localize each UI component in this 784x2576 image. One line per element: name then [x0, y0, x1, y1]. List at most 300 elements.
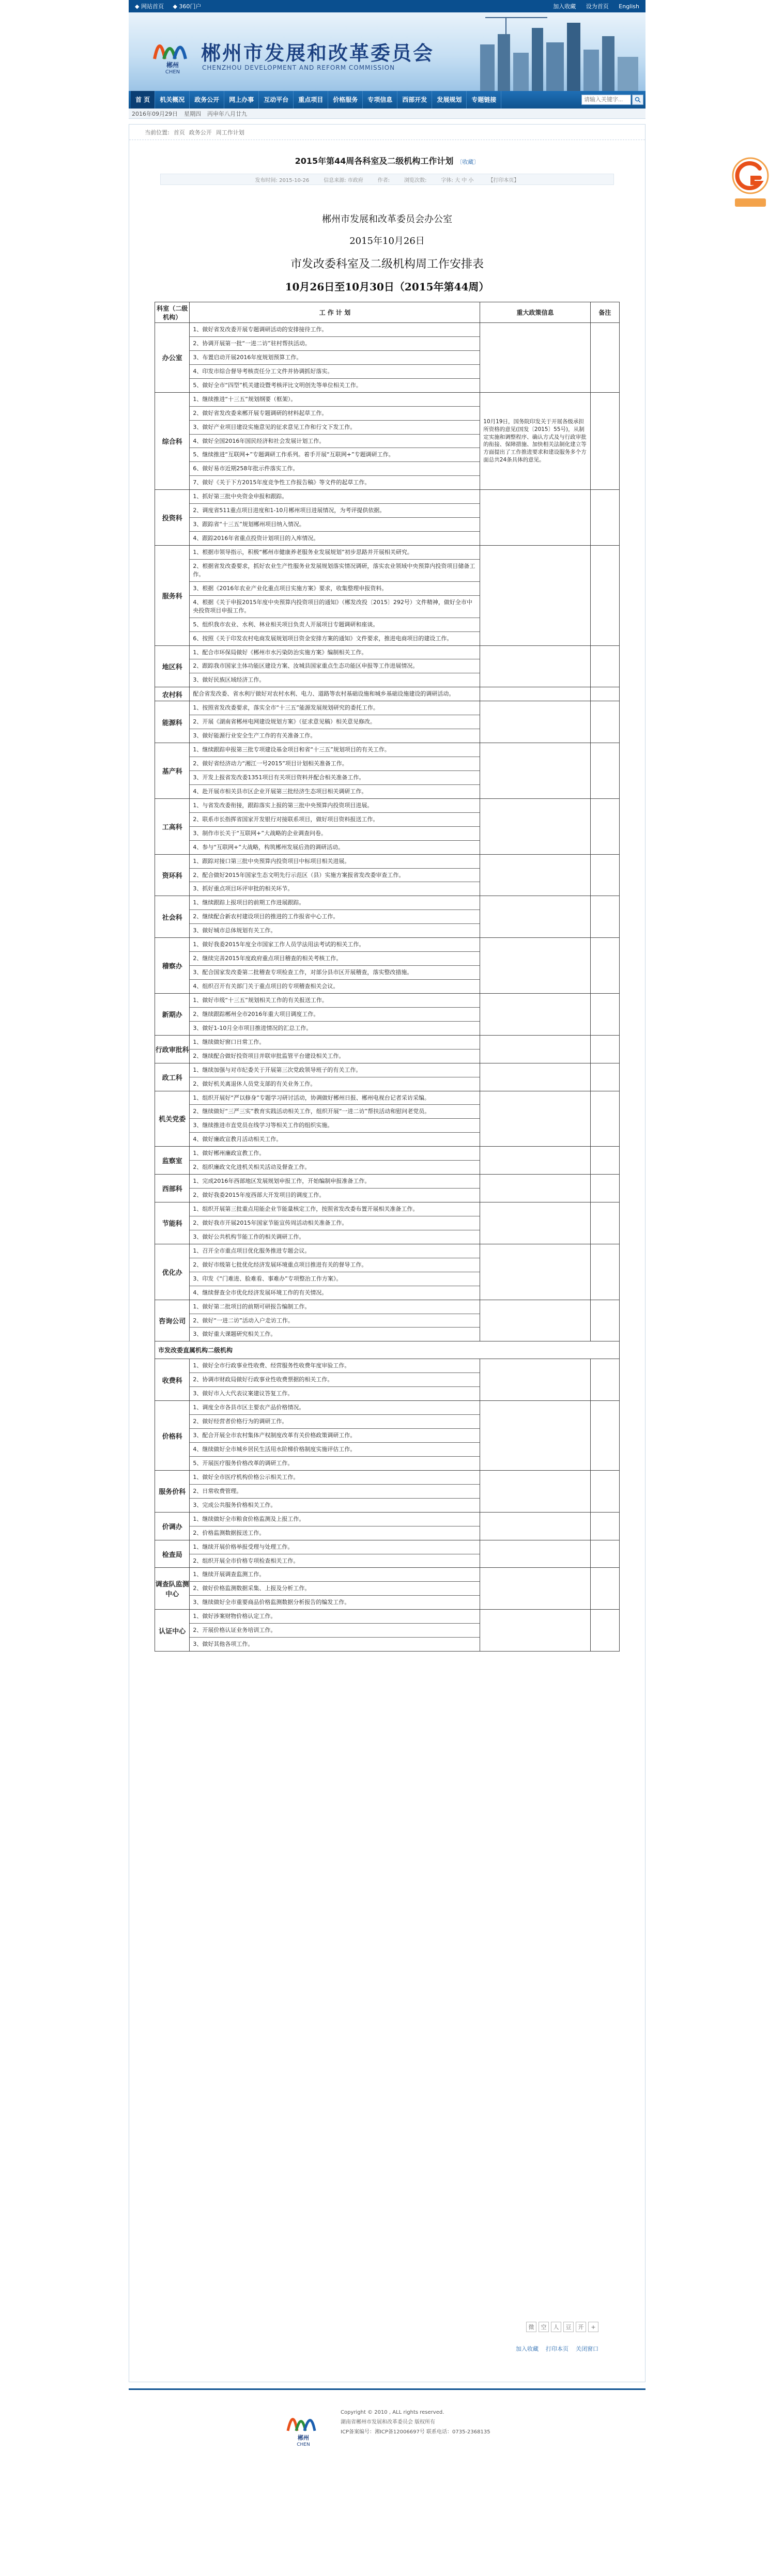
task-item: 2、根据省发改委要求，抓好农业生产性服务业发展规划落实情况调研，落实农业领域中央预算内投资项目储备工作。 — [190, 560, 480, 582]
col-header-dept: 科室（二级机构） — [155, 302, 190, 323]
remark-cell — [590, 645, 619, 687]
nav-item-planning[interactable]: 发展规划 — [432, 91, 467, 109]
remark-cell — [590, 1202, 619, 1244]
site-name-en: CHENZHOU DEVELOPMENT AND REFORM COMMISSION — [202, 64, 395, 71]
breadcrumb-public-info[interactable]: 政务公开 — [189, 129, 212, 136]
work-plan-cell — [190, 1202, 480, 1244]
work-plan-cell — [190, 1175, 480, 1202]
dept-name: 认证中心 — [155, 1610, 190, 1652]
policy-info-cell — [480, 938, 591, 994]
table-row — [155, 323, 620, 393]
work-plan-cell — [190, 645, 480, 687]
task-item: 4、印发市综合督导考核责任分工文件并协调抓好落实。 — [190, 365, 480, 379]
task-item: 3、根据《2016年农业产业化重点项目实施方案》要求，收集整理申报资料。 — [190, 582, 480, 596]
task-item: 1、继续开展价格举报受理与处理工作。 — [190, 1540, 480, 1554]
remark-cell — [590, 1063, 619, 1091]
task-item: 3、布置启动开展2016年度规划预算工作。 — [190, 351, 480, 365]
task-item: 3、做好公共机构节能工作的相关调研工作。 — [193, 1233, 305, 1240]
set-homepage-link[interactable]: 设为首页 — [586, 3, 609, 10]
article-title — [129, 155, 645, 166]
policy-info-cell — [480, 1568, 591, 1610]
work-plan-cell — [190, 1610, 480, 1652]
task-item: 4、继续做好全市城乡居民生活用水阶梯价格制度实施评估工作。 — [190, 1443, 480, 1457]
table-row — [155, 993, 620, 1035]
task-item: 3、完成公共服务价格相关工作。 — [193, 1501, 276, 1508]
work-plan-cell — [190, 1035, 480, 1063]
top-utility-bar — [129, 0, 645, 12]
task-item: 2、协调开展第一批“一进二访”驻村帮扶活动。 — [190, 337, 480, 351]
policy-info-cell — [480, 1401, 591, 1471]
table-row — [155, 1610, 620, 1652]
work-plan-cell — [190, 743, 480, 799]
remark-cell — [590, 896, 619, 938]
dept-name: 基产科 — [155, 743, 190, 799]
dept-name: 检查局 — [155, 1540, 190, 1568]
remark-cell — [590, 854, 619, 896]
table-section-row — [155, 1341, 620, 1359]
task-item: 5、做好全市“四型”机关建设暨考核评比文明创先等单位相关工作。 — [193, 381, 362, 389]
work-plan-cell — [190, 701, 480, 743]
policy-info-cell — [480, 1300, 591, 1341]
task-item: 1、做好我委2015年度全市国家工作人员学法用法考试的相关工作。 — [190, 938, 480, 952]
add-favorite-action[interactable]: 加入收藏 — [516, 2346, 539, 2352]
task-item: 2、配合做好2015年国家生态文明先行示范区（县）实施方案报省发改委审查工作。 — [190, 869, 480, 883]
remark-cell — [590, 490, 619, 546]
date-bar — [129, 109, 645, 119]
work-plan-cell — [190, 1568, 480, 1610]
task-item: 1、做好全市医疗机构价格公示相关工作。 — [190, 1471, 480, 1485]
remark-cell — [590, 1244, 619, 1300]
doc-date: 2015年10月26日 — [349, 236, 425, 246]
task-item: 3、做好城市总体规划有关工作。 — [193, 927, 276, 934]
task-item: 2、做好机关离退休人员党支部的有关业务工作。 — [193, 1080, 316, 1087]
task-item: 2、继续完善2015年度政府重点项目稽查的相关考核工作。 — [190, 952, 480, 966]
dept-name: 优化办 — [155, 1244, 190, 1300]
task-item: 配合省发改委、省水利厅做好对农村水利、电力、道路等农村基础设施和城乡基础设施建设的调研活动。 — [193, 690, 455, 698]
policy-info-cell — [480, 701, 591, 743]
dept-name: 西部科 — [155, 1175, 190, 1202]
task-item: 2、开展价格认证业务培训工作。 — [190, 1624, 480, 1638]
table-header-row — [155, 302, 620, 323]
work-plan-cell — [190, 392, 480, 490]
search-input[interactable] — [581, 95, 631, 105]
task-item: 3、配合开展全市农村集体产权制度改革有关价格政策调研工作。 — [190, 1429, 480, 1443]
document-header — [129, 212, 645, 294]
task-item: 1、按照省发改委要求，落实全市“十三五”能源发展规划研究的委托工作。 — [190, 701, 480, 715]
task-item: 6、按照《关于印发农村电商发展规划项目资金安排方案的通知》文件要求，推进电商项目的建设工作。 — [193, 635, 453, 642]
doc-org: 郴州市发展和改革委员会办公室 — [322, 214, 452, 225]
remark-cell — [590, 701, 619, 743]
meta-publish-time: 发布时间: 2015-10-26 — [255, 177, 310, 183]
policy-info-cell — [480, 854, 591, 896]
task-item: 3、做好重大课题研究相关工作。 — [193, 1331, 276, 1338]
work-plan-cell — [190, 854, 480, 896]
remark-cell — [590, 1091, 619, 1147]
english-link[interactable]: English — [619, 3, 639, 10]
footer-icp: ICP备案编号：湘ICP备12006697号 联系电话：0735-2368135 — [341, 2429, 490, 2435]
task-item: 2、做好价格监测数据采集、上报及分析工作。 — [190, 1582, 480, 1596]
task-item: 1、做好市级“十三五”规划相关工作的有关报送工作。 — [190, 994, 480, 1008]
footer-logo-icon — [284, 2402, 325, 2449]
work-plan-cell — [190, 798, 480, 854]
remark-cell — [590, 392, 619, 490]
col-header-remark: 备注 — [590, 302, 619, 323]
task-item: 1、召开全市重点项目优化服务推进专题会议。 — [190, 1244, 480, 1258]
remark-cell — [590, 1300, 619, 1341]
main-navigation — [129, 91, 645, 109]
table-row — [155, 1175, 620, 1202]
task-item: 4、继续督查全市优化经济发展环境工作的有关情况。 — [193, 1289, 328, 1296]
meta-font-size[interactable]: 字体: 大 中 小 — [441, 177, 474, 183]
policy-info-cell — [480, 1540, 591, 1568]
policy-info-cell — [480, 1610, 591, 1652]
task-item: 2、继续配合做好投资项目并联审批监管平台建设相关工作。 — [193, 1052, 345, 1059]
policy-info-cell — [480, 743, 591, 799]
task-item: 7、做好《关于下方2015年度竞争性工作报告稿》等文件的起草工作。 — [193, 479, 371, 486]
work-plan-cell — [190, 687, 480, 701]
table-row — [155, 896, 620, 938]
table-row — [155, 854, 620, 896]
dept-name: 价格科 — [155, 1401, 190, 1471]
current-weekday: 星期四 — [184, 110, 201, 117]
task-item: 3、做好市入大代表议案建议答复工作。 — [193, 1390, 294, 1397]
article-title-text: 2015年第44周各科室及二级机构工作计划 — [295, 156, 454, 166]
policy-info-cell — [480, 1147, 591, 1175]
work-plan-cell — [190, 896, 480, 938]
dept-name: 工高科 — [155, 798, 190, 854]
plan-table-body — [155, 323, 620, 1652]
task-item: 1、做好第二批项目的前期可研报告编制工作。 — [190, 1300, 480, 1314]
work-plan-cell — [190, 490, 480, 546]
remark-cell — [590, 1147, 619, 1175]
task-item: 1、抓好第三批中央资金申报和跟踪。 — [190, 490, 480, 504]
policy-info-cell — [480, 1063, 591, 1091]
task-item: 3、抓好重点项目环评审批的相关环节。 — [193, 885, 294, 892]
task-item: 2、协调市财政局做好行政事业性收费票据的相关工作。 — [190, 1373, 480, 1387]
task-item: 3、开发上报省发改委1351项目有关项目资料并配合相关准备工作。 — [190, 771, 480, 785]
task-item: 3、制作市长关于“互联网+”大战略的企业调查问卷。 — [190, 827, 480, 841]
dept-name: 收费科 — [155, 1359, 190, 1401]
table-row — [155, 1512, 620, 1540]
dept-name: 调查队监测中心 — [155, 1568, 190, 1610]
task-item: 2、开展《湖南省郴州电网建设规划方案》（征求意见稿）相关意见修改。 — [190, 715, 480, 729]
share-button-icon[interactable]: + — [588, 2322, 598, 2332]
footer-owner: 湖南省郴州市发展和改革委员会 版权所有 — [341, 2419, 436, 2425]
dept-name: 服务科 — [155, 546, 190, 646]
policy-info-cell — [480, 1244, 591, 1300]
meta-views: 浏览次数: — [404, 177, 427, 183]
remark-cell — [590, 1401, 619, 1471]
work-plan-cell — [190, 993, 480, 1035]
page-wrapper — [129, 0, 645, 2466]
task-item: 4、参与“互联网+”大战略，构筑郴州发展后劲的调研活动。 — [193, 843, 344, 851]
site-name: 郴州市发展和改革委员会 — [201, 41, 435, 65]
remark-cell — [590, 1470, 619, 1512]
table-row — [155, 1470, 620, 1512]
policy-info-cell — [480, 896, 591, 938]
close-window-action[interactable]: 关闭窗口 — [576, 2346, 598, 2352]
work-plan-cell — [190, 1063, 480, 1091]
remark-cell — [590, 687, 619, 701]
task-item: 1、组织开展第三批重点用能企业节能量核定工作，按照省发改委布置开展相关准备工作。 — [190, 1202, 480, 1216]
nav-item-special-info[interactable]: 专项信息 — [363, 91, 397, 109]
task-item: 2、日常收费管理。 — [190, 1485, 480, 1499]
task-item: 2、继续跟踪郴州全市2016年重大项目调度工作。 — [190, 1008, 480, 1022]
nav-item-western-development[interactable]: 西部开发 — [397, 91, 432, 109]
dept-name: 监察室 — [155, 1147, 190, 1175]
nav-item-price-service[interactable]: 价格服务 — [328, 91, 363, 109]
share-button-icon[interactable]: 微 — [526, 2322, 536, 2332]
article-meta — [160, 174, 614, 185]
share-button-icon[interactable]: 开 — [576, 2322, 586, 2332]
dept-name: 能源科 — [155, 701, 190, 743]
work-plan-cell — [190, 1512, 480, 1540]
dept-name: 地区科 — [155, 645, 190, 687]
topbar-right — [545, 2, 639, 10]
work-plan-cell — [190, 546, 480, 646]
remark-cell — [590, 1175, 619, 1202]
work-plan-cell — [190, 1401, 480, 1471]
remark-cell — [590, 1610, 619, 1652]
breadcrumb — [129, 125, 645, 140]
topbar-left — [135, 2, 208, 10]
topbar-portal-link[interactable]: ◆ 360门户 — [173, 3, 202, 10]
remark-cell — [590, 993, 619, 1035]
task-item: 2、做好我市开展2015年国家节能宣传周活动相关准备工作。 — [190, 1216, 480, 1230]
task-item: 5、组织我市农业、水利、林业相关项目负责人开展项目专题调研和座谈。 — [190, 618, 480, 632]
remark-cell — [590, 743, 619, 799]
remark-cell — [590, 1540, 619, 1568]
task-item: 4、做好全国2016年国民经济和社会发展计划工作。 — [190, 435, 480, 449]
remark-cell — [590, 798, 619, 854]
add-favorite-link[interactable]: 加入收藏 — [553, 3, 576, 10]
share-button-icon[interactable]: 人 — [551, 2322, 561, 2332]
search-icon — [635, 97, 641, 103]
policy-info-cell — [480, 1470, 591, 1512]
breadcrumb-prefix: 当前位置: — [145, 129, 170, 136]
remark-cell — [590, 938, 619, 994]
table-row — [155, 1091, 620, 1147]
work-plan-cell — [190, 1300, 480, 1341]
task-item: 1、完成2016年西部地区发展规划申报工作，开始编制申报准备工作。 — [190, 1175, 480, 1189]
share-button-icon[interactable]: 空 — [539, 2322, 549, 2332]
policy-info-cell — [480, 645, 591, 687]
meta-author: 作者: — [377, 177, 390, 183]
logo-text: 郴州 — [166, 61, 179, 69]
task-item: 1、配合市环保局做好《郴州市水污染防治实施方案》编制相关工作。 — [190, 646, 480, 660]
table-row — [155, 1147, 620, 1175]
table-row — [155, 1202, 620, 1244]
task-item: 1、组织开展好“严以修身”专题学习研讨活动，协调做好郴州日报、郴州电视台记者采访采编。 — [190, 1091, 480, 1105]
meta-source: 信息来源: 市政府 — [324, 177, 363, 183]
task-item: 3、继续做好全市重要商品价格监测数据分析报告的编发工作。 — [193, 1599, 350, 1606]
task-item: 2、跟踪我市国家主体功能区建设方案、汝城县国家重点生态功能区申报等工作进展情况。 — [190, 659, 480, 673]
policy-info-cell — [480, 993, 591, 1035]
task-item: 4、做好廉政宣教月活动相关工作。 — [193, 1136, 282, 1143]
table-row — [155, 1568, 620, 1610]
footer-logo-en: CHEN — [297, 2442, 310, 2447]
dept-name: 新期办 — [155, 993, 190, 1035]
task-item: 2、做好省经济动力“湘江一号2015”项目计划相关准备工作。 — [190, 757, 480, 771]
footer-text — [341, 2408, 490, 2437]
task-item: 1、继续做好窗口日常工作。 — [190, 1036, 480, 1050]
table-row — [155, 490, 620, 546]
dept-name: 节能科 — [155, 1202, 190, 1244]
policy-info-cell — [480, 1175, 591, 1202]
nav-item-online-service[interactable]: 网上办事 — [224, 91, 259, 109]
dept-name: 稽察办 — [155, 938, 190, 994]
task-item: 1、做好全市行政事业性收费、经营服务性收费年度审验工作。 — [190, 1359, 480, 1373]
dept-name: 办公室 — [155, 323, 190, 393]
task-item: 2、联系市长指挥省国家开发银行对接联系项目，做好项目资料报送工作。 — [190, 813, 480, 827]
dept-name: 资环科 — [155, 854, 190, 896]
nav-search — [581, 95, 643, 105]
table-row — [155, 938, 620, 994]
share-bar — [524, 2322, 598, 2332]
print-page-action[interactable]: 打印本页 — [546, 2346, 568, 2352]
current-date: 2016年09月29日 — [132, 110, 178, 117]
task-item: 3、继续推进市直党员在线学习等相关工作的组织实施。 — [190, 1119, 480, 1133]
task-item: 1、继续跟踪上报项目的前期工作进展跟踪。 — [190, 896, 480, 910]
task-item: 2、价格监测数据报送工作。 — [193, 1529, 265, 1536]
remark-cell — [590, 1359, 619, 1401]
section-title: 市发改委直属机构二级机构 — [155, 1341, 620, 1359]
nav-item-links[interactable]: 专题链接 — [467, 91, 501, 109]
task-item: 5、开展医疗服务价格改革的调研工作。 — [193, 1459, 294, 1467]
table-row — [155, 392, 620, 490]
task-item: 2、组织开展全市价格专项检查相关工作。 — [193, 1557, 299, 1564]
site-footer — [129, 2388, 645, 2466]
nav-item-public-info[interactable]: 政务公开 — [190, 91, 224, 109]
favorite-link[interactable]: 〔收藏〕 — [456, 159, 480, 165]
task-item: 1、继续做好全市粮食价格监测及上报工作。 — [190, 1513, 480, 1526]
task-item: 1、与省发改委衔接，跟踪落实上报的第三批中央预算内投资项目进展。 — [190, 799, 480, 813]
footer-copyright: Copyright © 2010 , ALL rights reserved. — [341, 2410, 444, 2415]
task-item: 5、继续推进“互联网+”专题调研工作系列。着手开展“互联网+”专题调研工作。 — [190, 448, 480, 462]
task-item: 3、做好能源行业安全生产工作的有关准备工作。 — [193, 732, 316, 739]
nav-item-key-projects[interactable]: 重点项目 — [294, 91, 328, 109]
task-item: 2、做好“一进二访”活动入户走访工作。 — [190, 1314, 480, 1328]
col-header-plan: 工 作 计 划 — [190, 302, 480, 323]
task-item: 1、跟踪对接口第三批中央预算内投资项目中标项目相关进展。 — [190, 855, 480, 869]
remark-cell — [590, 1512, 619, 1540]
table-row — [155, 701, 620, 743]
dept-name: 综合科 — [155, 392, 190, 490]
task-item: 4、组织召开有关部门关于重点项目的专项稽查相关会议。 — [193, 983, 339, 990]
task-item: 2、组织廉政文化进机关相关活动及督查工作。 — [193, 1164, 311, 1171]
city-skyline-image — [475, 13, 645, 91]
topbar-home-link[interactable]: ◆ 网站首页 — [135, 3, 164, 10]
policy-info-cell — [480, 687, 591, 701]
nav-item-about[interactable]: 机关概况 — [155, 91, 190, 109]
nav-item-home[interactable]: 首 页 — [131, 91, 155, 109]
task-item: 1、继续加强与对市纪委关于开展第三次党政领导班子的有关工作。 — [190, 1063, 480, 1077]
table-row — [155, 1035, 620, 1063]
table-row — [155, 798, 620, 854]
task-item: 2、继续配合新农村建设项目的推进的工作报省中心工作。 — [190, 910, 480, 924]
task-item: 1、继续跟踪申报第三批专项建设基金项目和省“十三五”规划项目的有关工作。 — [190, 743, 480, 757]
doc-heading: 市发改委科室及二级机构周工作安排表 — [290, 258, 484, 271]
policy-info-cell — [480, 323, 591, 393]
table-row — [155, 687, 620, 701]
work-plan-cell — [190, 1359, 480, 1401]
weekly-plan-table — [155, 302, 620, 1652]
task-item: 2、做好经营者价格行为的调研工作。 — [190, 1415, 480, 1429]
work-plan-cell — [190, 323, 480, 393]
task-item: 3、做好其他各项工作。 — [193, 1641, 254, 1648]
remark-cell — [590, 546, 619, 646]
task-item: 1、做好郴州廉政宣教工作。 — [190, 1147, 480, 1161]
dept-name: 政工科 — [155, 1063, 190, 1091]
table-row — [155, 546, 620, 646]
lunar-date: 丙申年八月廿九 — [207, 110, 247, 117]
task-item: 4、赴开展市相关县市区企业开展第三批经济生态项目相关调研工作。 — [193, 788, 367, 795]
policy-info-cell — [480, 1091, 591, 1147]
policy-info-cell — [480, 1202, 591, 1244]
content-panel — [129, 124, 645, 2382]
work-plan-cell — [190, 1147, 480, 1175]
table-row — [155, 1244, 620, 1300]
meta-print[interactable]: 【打印本页】 — [488, 177, 519, 183]
task-item: 2、做好我委2015年度西部大开发项目的调度工作。 — [193, 1192, 325, 1199]
task-item: 1、调度全市各县市区主要农产品价格情况。 — [190, 1401, 480, 1415]
policy-info-cell — [480, 1035, 591, 1063]
work-plan-cell — [190, 1470, 480, 1512]
task-item: 4、跟踪2016年省重点投资计划项目的入库情况。 — [193, 535, 319, 542]
work-plan-cell — [190, 1540, 480, 1568]
footer-logo-text: 郴州 — [298, 2434, 309, 2441]
dept-name: 社会科 — [155, 896, 190, 938]
breadcrumb-weekly-plan[interactable]: 周工作计划 — [216, 129, 244, 136]
task-item: 1、做好省发改委开展专题调研活动的安排接待工作。 — [190, 323, 480, 337]
table-row — [155, 1401, 620, 1471]
policy-info-cell: 10月19日，国务院印发关于开展各级承担所资格的意见(国发〔2015〕55号)，从制定实施和调整程序、确认方式及与行政审批的衔接、保障措施、加快相关法制化建立等方面提出了工作推进要求和建设服务多个方面总共24条具体的意见。 — [480, 392, 591, 490]
table-row — [155, 1063, 620, 1091]
doc-date-range: 10月26日至10月30日（2015年第44周） — [285, 281, 489, 293]
remark-cell — [590, 1568, 619, 1610]
dept-name: 农村科 — [155, 687, 190, 701]
task-item: 1、做好涉案财物价格认定工作。 — [190, 1610, 480, 1624]
task-item: 1、继续推进“十三五”规划纲要（框架）。 — [190, 393, 480, 407]
policy-info-cell — [480, 546, 591, 646]
floating-side-logo-icon[interactable] — [730, 155, 771, 212]
task-item: 3、印发《“门难进、脸难看、事难办”专项整治工作方案》。 — [190, 1272, 480, 1286]
task-item: 3、配合国家发改委第二批稽查专项检查工作，对部分县市区开展稽查，落实整改措施。 — [190, 966, 480, 980]
remark-cell — [590, 1035, 619, 1063]
breadcrumb-home[interactable]: 首页 — [173, 129, 185, 136]
work-plan-cell — [190, 938, 480, 994]
policy-info-cell — [480, 490, 591, 546]
work-plan-cell — [190, 1091, 480, 1147]
task-item: 2、做好市级第七批优化经济发展环境重点项目推进有关的督导工作。 — [190, 1258, 480, 1272]
dept-name: 投资科 — [155, 490, 190, 546]
nav-item-interaction[interactable]: 互动平台 — [259, 91, 294, 109]
dept-name: 机关党委 — [155, 1091, 190, 1147]
remark-cell — [590, 323, 619, 393]
table-row — [155, 645, 620, 687]
site-logo-icon[interactable] — [149, 28, 196, 74]
col-header-policy: 重大政策信息 — [480, 302, 591, 323]
page-actions — [509, 2344, 598, 2353]
task-item: 3、跟踪省“十三五”规划郴州项目纳入情况。 — [190, 518, 480, 532]
dept-name: 服务价科 — [155, 1470, 190, 1512]
task-item: 4、根据《关于申报2015年度中央预算内投资项目的通知》（郴发改投〔2015〕292号）文件精神，做好全市中央投资项目申报工作。 — [190, 596, 480, 618]
search-button[interactable] — [632, 95, 643, 105]
site-banner — [129, 12, 645, 91]
table-row — [155, 743, 620, 799]
share-button-icon[interactable]: 豆 — [563, 2322, 574, 2332]
task-item: 6、做好易市近期258年批示件落实工作。 — [190, 462, 480, 476]
